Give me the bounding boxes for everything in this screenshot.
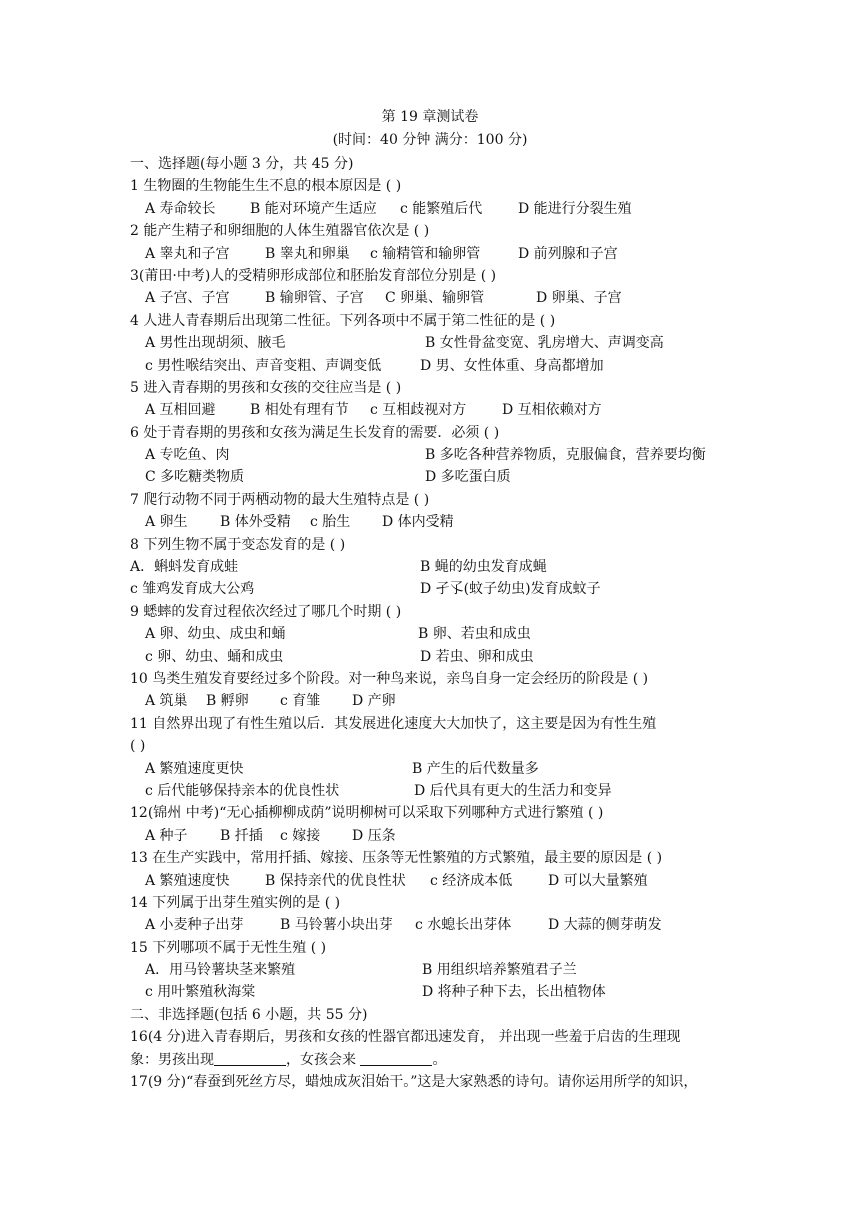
option-d: D 大蒜的侧芽萌发 (548, 917, 662, 934)
option-b: B 女性骨盆变宽、乳房增大、声调变高 (425, 335, 664, 352)
option-row (130, 870, 740, 892)
option-c: c 输精管和输卵管 (370, 245, 481, 262)
option-b: B 多吃各种营养物质，克服偏食，营养要均衡 (425, 447, 706, 464)
option-d: D 可以大量繁殖 (548, 872, 648, 889)
option-c: c 互相歧视对方 (370, 402, 467, 419)
answer-blank[interactable] (360, 1051, 432, 1066)
option-a: A 小麦种子出芽 (145, 917, 244, 934)
section-heading: 二、非选择题(包括 6 小题，共 55 分) (130, 1006, 368, 1023)
question-stem: 5 进入青春期的男孩和女孩的交往应当是 ( ) (130, 379, 402, 396)
option-row (130, 914, 740, 936)
option-b: B 体外受精 (220, 514, 291, 531)
option-c: c 水螅长出芽体 (415, 917, 512, 934)
option-d: D 卵巢、子宫 (536, 290, 622, 307)
fill-text: 。 (432, 1051, 447, 1068)
option-c: c 经济成本低 (430, 872, 513, 889)
option-c: c 后代能够保持亲本的优良性状 (145, 782, 340, 799)
option-row (130, 646, 740, 668)
option-d: D 男、女性体重、身高都增加 (420, 357, 604, 374)
question-stem: 4 人进人青春期后出现第二性征。下列各项中不属于第二性征的是 ( ) (130, 312, 556, 329)
option-row (130, 198, 740, 220)
answer-blank[interactable] (214, 1051, 286, 1066)
question-stem: 7 爬行动物不同于两栖动物的最大生殖特点是 ( ) (130, 491, 430, 508)
option-a: A 繁殖速度快 (145, 872, 230, 889)
option-c: c 能繁殖后代 (400, 200, 483, 217)
option-a: A 互相回避 (145, 402, 216, 419)
option-b: B 孵卵 (206, 693, 249, 710)
exam-body (130, 153, 740, 1093)
option-a: A 卵生 (145, 514, 188, 531)
option-row (130, 780, 740, 802)
fill-text: ，女孩会来 (286, 1051, 361, 1068)
option-c: c 男性喉结突出、声音变粗、声调变低 (145, 357, 382, 374)
option-a: A．蝌蚪发育成蛙 (130, 559, 239, 576)
option-d: D 能进行分裂生殖 (518, 200, 632, 217)
question-stem: 8 下列生物不属于变态发育的是 ( ) (130, 536, 346, 553)
option-row (130, 466, 740, 488)
option-c: c 胎生 (310, 514, 351, 531)
option-d: D 将种子种下去，长出植物体 (422, 984, 606, 1001)
question-stem: 13 在生产实践中，常用扦插、嫁接、压条等无性繁殖的方式繁殖，最主要的原因是 ( ) (130, 850, 663, 867)
option-b: B 卵、若虫和成虫 (418, 626, 531, 643)
option-b: B 输卵管、子宫 (265, 290, 364, 307)
option-b: B 相处有理有节 (250, 402, 349, 419)
question-stem: 12(锦州 中考)“无心插柳柳成荫”说明柳树可以采取下列哪种方式进行繁殖 ( ) (130, 805, 604, 822)
option-a: A 男性出现胡须、腋毛 (145, 335, 286, 352)
option-b: B 能对环境产生适应 (250, 200, 377, 217)
option-b: B 产生的后代数量多 (412, 760, 539, 777)
option-d: D 后代具有更大的生活力和变异 (414, 782, 612, 799)
option-b: B 用组织培养繁殖君子兰 (422, 962, 577, 979)
option-d: D 压条 (352, 827, 396, 844)
option-a: A 筑巢 (145, 693, 188, 710)
option-row (130, 981, 740, 1003)
option-row (130, 399, 740, 421)
question-stem: 11 自然界出现了有性生殖以后．其发展进化速度大大加快了，这主要是因为有性生殖 (130, 715, 657, 732)
option-a: A 寿命较长 (145, 200, 216, 217)
option-a: A．用马铃薯块茎来繁殖 (145, 962, 296, 979)
option-row (130, 556, 740, 578)
option-row (130, 959, 740, 981)
question-stem: 2 能产生精子和卵细胞的人体生殖器官依次是 ( ) (130, 223, 430, 240)
option-c: C 卵巢、输卵管 (385, 290, 485, 307)
answer-bracket: ( ) (130, 738, 146, 755)
option-row (130, 444, 740, 466)
question-stem: 6 处于青春期的男孩和女孩为满足生长发育的需要．必须 ( ) (130, 424, 500, 441)
question-stem: 15 下列哪项不属于无性生殖 ( ) (130, 939, 327, 956)
option-row (130, 623, 740, 645)
fill-text: 象：男孩出现 (130, 1051, 214, 1068)
question-stem: 16(4 分)进入青春期后，男孩和女孩的性器官都迅速发育， 并出现一些羞于启齿的生理现 (130, 1029, 681, 1046)
option-a: A 繁殖速度更快 (145, 760, 244, 777)
option-d: D 互相依赖对方 (502, 402, 602, 419)
option-c: C 多吃糖类物质 (145, 469, 245, 486)
option-d: D 孑孓(蚊子幼虫)发育成蚊子 (420, 581, 601, 598)
option-b: B 扦插 (220, 827, 263, 844)
option-c: c 雏鸡发育成大公鸡 (130, 581, 255, 598)
option-d: D 产卵 (352, 693, 396, 710)
option-a: A 种子 (145, 827, 188, 844)
option-d: D 若虫、卵和成虫 (420, 648, 534, 665)
question-fill-line (130, 1049, 740, 1071)
option-row (130, 578, 740, 600)
option-d: D 多吃蛋白质 (425, 469, 511, 486)
option-b: B 蝇的幼虫发育成蝇 (420, 559, 547, 576)
option-a: A 子宫、子宫 (145, 290, 230, 307)
option-d: D 体内受精 (382, 514, 454, 531)
option-row (130, 355, 740, 377)
question-stem: 1 生物圈的生物能生生不息的根本原因是 ( ) (130, 178, 402, 195)
option-b: B 睾丸和卵巢 (265, 245, 350, 262)
question-stem: 9 蟋蟀的发育过程依次经过了哪几个时期 ( ) (130, 603, 402, 620)
option-a: A 卵、幼虫、成虫和蛹 (145, 626, 286, 643)
option-a: A 专吃鱼、肉 (145, 447, 230, 464)
option-row (130, 690, 740, 712)
question-stem: 3(莆田·中考)人的受精卵形成部位和胚胎发育部位分别是 ( ) (130, 267, 497, 284)
option-b: B 保持亲代的优良性状 (265, 872, 406, 889)
page-title: 第 19 章测试卷 (381, 109, 479, 125)
option-row (130, 511, 740, 533)
option-row (130, 243, 740, 265)
question-stem: 14 下列属于出芽生殖实例的是 ( ) (130, 894, 341, 911)
option-c: c 嫁接 (280, 827, 321, 844)
exam-info: (时间：40 分钟 满分：100 分) (332, 132, 528, 148)
option-a: A 睾丸和子宫 (145, 245, 230, 262)
option-c: c 卵、幼虫、蛹和成虫 (145, 648, 284, 665)
option-d: D 前列腺和子宫 (518, 245, 618, 262)
option-c: c 育雏 (280, 693, 321, 710)
option-row (130, 758, 740, 780)
option-b: B 马铃薯小块出芽 (280, 917, 393, 934)
question-stem: 17(9 分)“春蚕到死丝方尽，蜡烛成灰泪始干。”这是大家熟悉的诗句。请你运用所学的知识， (130, 1074, 698, 1091)
option-row (130, 287, 740, 309)
question-stem: 10 鸟类生殖发育要经过多个阶段。对一种鸟来说，亲鸟自身一定会经历的阶段是 ( ) (130, 670, 649, 687)
option-row (130, 332, 740, 354)
option-c: c 用叶繁殖秋海棠 (145, 984, 256, 1001)
section-heading: 一、选择题(每小题 3 分，共 45 分) (130, 156, 354, 172)
option-row (130, 825, 740, 847)
